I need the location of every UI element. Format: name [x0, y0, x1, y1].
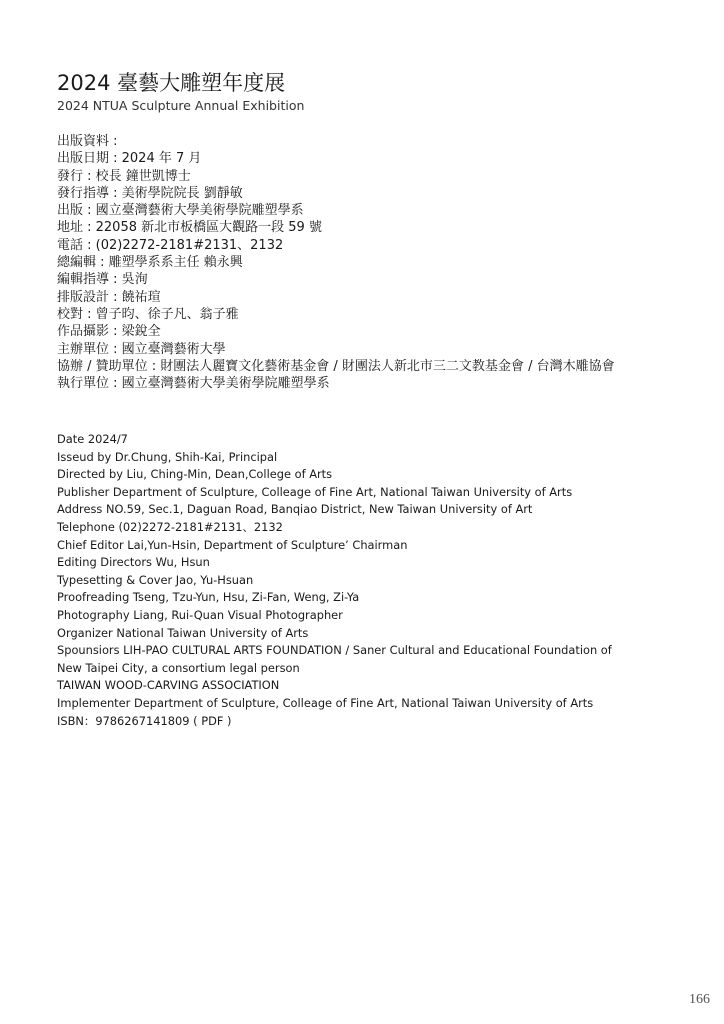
en-sponsors: Spounsiors LIH-PAO CULTURAL ARTS FOUNDATION / Saner Cultural and Educational Foundation of — [57, 643, 612, 658]
zh-publish-date: 出版日期 : 2024 年 7 月 — [57, 151, 202, 167]
page-subtitle: 2024 NTUA Sculpture Annual Exhibition — [57, 98, 305, 113]
en-implementer: Implementer Department of Sculpture, Colleage of Fine Art, National Taiwan University of Arts — [57, 695, 594, 710]
en-organizer: Organizer National Taiwan University of Arts — [57, 625, 309, 640]
en-isbn: ISBN：9786267141809 ( PDF ) — [57, 713, 232, 728]
en-issued-by: Isseud by Dr.Chung, Shih-Kai, Principal — [57, 449, 278, 464]
en-telephone: Telephone (02)2272-2181#2131、2132 — [57, 519, 283, 534]
zh-telephone: 電話 : (02)2272-2181#2131、2132 — [57, 237, 284, 253]
en-publisher: Publisher Department of Sculpture, Colleage of Fine Art, National Taiwan University of Arts — [57, 484, 573, 499]
en-editing-directors: Editing Directors Wu, Hsun — [57, 555, 210, 570]
en-proofreading: Proofreading Tseng, Tzu-Yun, Hsu, Zi-Fan, Weng, Zi-Ya — [57, 590, 360, 605]
zh-implementer: 執行單位 : 國立臺灣藝術大學美術學院雕塑學系 — [57, 376, 330, 392]
en-sponsor-wood-carving: TAIWAN WOOD-CARVING ASSOCIATION — [57, 678, 280, 693]
zh-chief-editor: 總編輯 : 雕塑學系系主任 賴永興 — [57, 255, 243, 271]
page-title: 2024 臺藝大雕塑年度展 — [57, 71, 286, 95]
en-address: Address NO.59, Sec.1, Daguan Road, Banqiao District, New Taiwan University of Art — [57, 502, 533, 517]
publication-info-chinese — [57, 133, 697, 392]
zh-address: 地址 : 22058 新北市板橋區大觀路一段 59 號 — [57, 220, 322, 236]
zh-sponsors: 協辦 / 贊助單位 : 財團法人麗寶文化藝術基金會 / 財團法人新北市三二文教基金會 / 台灣木雕協會 — [57, 358, 615, 374]
en-chief-editor: Chief Editor Lai,Yun-Hsin, Department of Sculpture’ Chairman — [57, 537, 408, 552]
en-typesetting: Typesetting & Cover Jao, Yu-Hsuan — [57, 572, 254, 587]
zh-proofreading: 校對 : 曾子昀、徐子凡、翁子雅 — [57, 306, 239, 322]
en-date: Date 2024/7 — [57, 432, 128, 446]
en-photography: Photography Liang, Rui-Quan Visual Photographer — [57, 607, 343, 622]
zh-editing-director: 編輯指導 : 吳洵 — [57, 272, 148, 288]
zh-organizer: 主辦單位 : 國立臺灣藝術大學 — [57, 341, 226, 357]
zh-heading: 出版資料 : — [57, 134, 118, 149]
en-sponsors-continued: New Taipei City, a consortium legal person — [57, 660, 300, 675]
publication-info-english — [57, 431, 697, 730]
zh-director: 發行指導 : 美術學院院長 劉靜敏 — [57, 185, 243, 201]
zh-issuer: 發行 : 校長 鐘世凱博士 — [57, 168, 191, 184]
zh-typesetting: 排版設計 : 饒祐瑄 — [57, 289, 161, 305]
page-number: 166 — [689, 992, 710, 1007]
zh-photography: 作品攝影 : 梁銳全 — [57, 324, 161, 340]
zh-publisher: 出版 : 國立臺灣藝術大學美術學院雕塑學系 — [57, 203, 304, 219]
en-directed-by: Directed by Liu, Ching-Min, Dean,College of Arts — [57, 467, 333, 482]
